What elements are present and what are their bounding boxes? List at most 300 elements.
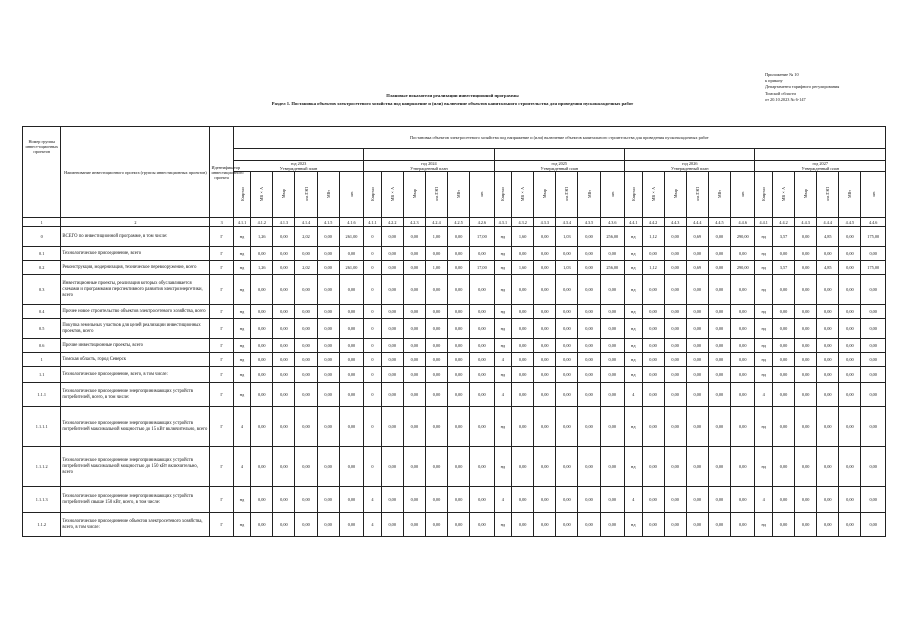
- row-value: 0,00: [425, 305, 447, 319]
- row-value: 0,00: [403, 487, 425, 513]
- row-value: 0,00: [664, 487, 686, 513]
- row-value: 0,00: [817, 305, 839, 319]
- row-value: 0,00: [861, 513, 886, 537]
- row-name: Томская область, город Северск: [61, 353, 210, 367]
- unit-label: км ЛЭП: [694, 187, 700, 201]
- row-value: 0,00: [772, 353, 794, 367]
- row-value: 261,00: [339, 227, 363, 247]
- header-group-number: Номер группы инвест-иционных проектов: [23, 127, 61, 218]
- row-value: 2,02: [295, 227, 317, 247]
- unit-header: [273, 172, 295, 218]
- table-row: [23, 275, 886, 305]
- row-value: 1,03: [556, 261, 578, 275]
- row-value: нд: [625, 447, 642, 487]
- year-block-spacer: [755, 149, 886, 161]
- row-value: 0,00: [448, 275, 470, 305]
- row-value: 0,00: [425, 275, 447, 305]
- row-value: 0,00: [381, 305, 403, 319]
- row-value: 0,00: [251, 305, 273, 319]
- column-number: 1: [23, 218, 61, 227]
- row-value: 0,00: [708, 353, 730, 367]
- row-name: Инвестиционные проекты, реализация которых обуславливается схемами и программами перспективного развития электроэнергетики, всего: [61, 275, 210, 305]
- unit-header: [755, 172, 772, 218]
- row-value: 0,00: [772, 487, 794, 513]
- row-value: 0,00: [664, 305, 686, 319]
- row-value: 0,00: [295, 407, 317, 447]
- row-number: 0.2: [23, 261, 61, 275]
- table-row: [23, 513, 886, 537]
- row-value: 0,00: [381, 513, 403, 537]
- row-value: 0,00: [251, 513, 273, 537]
- row-value: 0,00: [295, 447, 317, 487]
- row-value: 1,12: [642, 227, 664, 247]
- stamp-line: Приложение № 10: [765, 72, 799, 77]
- row-value: нд: [494, 247, 511, 261]
- row-value: 0,00: [425, 319, 447, 339]
- row-value: 0,00: [317, 247, 339, 261]
- row-value: 0,00: [534, 513, 556, 537]
- row-id: Г: [210, 487, 233, 513]
- row-value: 0,00: [317, 305, 339, 319]
- column-number: 4.1.5: [317, 218, 339, 227]
- column-number: 4.3.2: [512, 218, 534, 227]
- row-value: 0,00: [556, 305, 578, 319]
- column-number: 4.2.2: [381, 218, 403, 227]
- row-value: 0,00: [273, 261, 295, 275]
- row-value: 0,00: [339, 513, 363, 537]
- unit-header: [578, 172, 600, 218]
- row-value: 0,00: [664, 367, 686, 383]
- row-value: 0,00: [600, 319, 624, 339]
- row-value: нд: [233, 227, 250, 247]
- row-value: 0,00: [817, 319, 839, 339]
- row-value: 0,00: [578, 339, 600, 353]
- row-value: 0,00: [403, 319, 425, 339]
- row-value: 0,00: [448, 367, 470, 383]
- column-number: 4.1.1: [233, 218, 250, 227]
- row-value: 0,00: [512, 513, 534, 537]
- row-value: 1,12: [642, 261, 664, 275]
- row-value: 0,00: [425, 247, 447, 261]
- row-value: нд: [625, 275, 642, 305]
- row-value: 0,00: [403, 305, 425, 319]
- row-value: нд: [755, 247, 772, 261]
- row-value: 0,00: [686, 487, 708, 513]
- row-id: Г: [210, 447, 233, 487]
- row-value: 0,00: [295, 247, 317, 261]
- row-value: 0,00: [470, 247, 494, 261]
- row-value: 0,00: [578, 247, 600, 261]
- row-value: 0,00: [534, 407, 556, 447]
- year-header: [755, 161, 886, 172]
- row-number: 0.1: [23, 247, 61, 261]
- row-value: 0,00: [251, 275, 273, 305]
- row-value: нд: [233, 339, 250, 353]
- row-value: 0,00: [556, 367, 578, 383]
- row-value: 0,00: [317, 447, 339, 487]
- row-value: 0,00: [708, 447, 730, 487]
- row-value: 0,00: [512, 353, 534, 367]
- row-value: 0,00: [403, 247, 425, 261]
- row-number: 1.1.1.2: [23, 447, 61, 487]
- row-value: 0,00: [772, 447, 794, 487]
- row-value: 0,00: [795, 247, 817, 261]
- unit-header: [708, 172, 730, 218]
- row-value: 17,00: [470, 261, 494, 275]
- row-value: нд: [625, 367, 642, 383]
- unit-label: Квартал: [761, 187, 767, 201]
- row-value: 0,00: [273, 447, 295, 487]
- row-value: 0: [364, 227, 381, 247]
- row-value: 4: [233, 407, 250, 447]
- row-value: 4: [625, 487, 642, 513]
- row-value: нд: [625, 339, 642, 353]
- row-value: 0,00: [273, 305, 295, 319]
- row-value: 0,00: [295, 339, 317, 353]
- unit-label: шт.: [479, 191, 485, 197]
- row-value: 0,00: [295, 275, 317, 305]
- row-value: 0,00: [817, 353, 839, 367]
- row-value: 4,85: [817, 227, 839, 247]
- row-value: нд: [625, 513, 642, 537]
- row-value: 0,00: [578, 407, 600, 447]
- row-value: 0,00: [731, 407, 755, 447]
- row-value: 0,00: [425, 339, 447, 353]
- unit-header: [339, 172, 363, 218]
- row-value: 0,00: [839, 367, 861, 383]
- unit-header: [403, 172, 425, 218]
- row-value: нд: [755, 447, 772, 487]
- row-value: нд: [755, 305, 772, 319]
- row-value: нд: [233, 247, 250, 261]
- row-value: 0,00: [600, 247, 624, 261]
- row-value: 0,00: [556, 319, 578, 339]
- row-value: 0,00: [273, 367, 295, 383]
- approval-stamp: [765, 72, 895, 103]
- unit-label: Мвар: [672, 189, 678, 199]
- row-value: 0,00: [664, 447, 686, 487]
- column-number: 4.4.3: [795, 218, 817, 227]
- row-value: 0,00: [600, 367, 624, 383]
- row-value: 0,00: [578, 447, 600, 487]
- row-value: 0,00: [839, 383, 861, 407]
- row-value: 17,00: [470, 227, 494, 247]
- table-row: [23, 407, 886, 447]
- row-value: 0,00: [600, 353, 624, 367]
- row-value: 0,00: [534, 353, 556, 367]
- row-value: 0,00: [317, 487, 339, 513]
- row-value: 0,00: [512, 487, 534, 513]
- row-value: 0,00: [578, 513, 600, 537]
- row-value: 0,00: [339, 275, 363, 305]
- row-value: 0,00: [686, 513, 708, 537]
- row-value: 0,00: [470, 305, 494, 319]
- row-value: 256,00: [600, 227, 624, 247]
- row-value: 0,00: [839, 487, 861, 513]
- unit-label: Квартал: [369, 187, 375, 201]
- row-value: 0,00: [642, 367, 664, 383]
- row-value: 0,00: [600, 407, 624, 447]
- row-value: 0,00: [317, 227, 339, 247]
- row-value: 0,00: [403, 383, 425, 407]
- row-value: 0,00: [251, 247, 273, 261]
- unit-header: [364, 172, 381, 218]
- row-number: 1.1.2: [23, 513, 61, 537]
- row-value: 0,00: [381, 383, 403, 407]
- column-number: 4.2.5: [448, 218, 470, 227]
- row-number: 1: [23, 353, 61, 367]
- row-value: 0,00: [295, 487, 317, 513]
- row-value: 0,00: [512, 447, 534, 487]
- stamp-line: от 20.10.2023 № 6-147: [765, 96, 806, 102]
- row-value: 0,00: [578, 319, 600, 339]
- year-label: год 2025: [551, 161, 568, 166]
- row-value: 0,00: [708, 407, 730, 447]
- row-value: 0,00: [425, 447, 447, 487]
- row-value: 0,00: [600, 275, 624, 305]
- row-value: нд: [494, 367, 511, 383]
- row-id: Г: [210, 275, 233, 305]
- unit-label: Мвар: [803, 189, 809, 199]
- row-value: нд: [625, 319, 642, 339]
- column-number: 4.4.6: [731, 218, 755, 227]
- row-value: 0,00: [817, 513, 839, 537]
- row-value: 0,00: [448, 383, 470, 407]
- row-value: 0,00: [731, 367, 755, 383]
- row-value: 0,00: [839, 319, 861, 339]
- row-value: 0,00: [339, 319, 363, 339]
- row-value: 4: [364, 487, 381, 513]
- row-value: 0,00: [556, 383, 578, 407]
- row-value: 0: [364, 407, 381, 447]
- row-value: 175,00: [861, 227, 886, 247]
- row-value: 0,00: [251, 319, 273, 339]
- column-number: 4.2.6: [470, 218, 494, 227]
- unit-header: [861, 172, 886, 218]
- row-value: 0,00: [403, 339, 425, 353]
- table-row: [23, 319, 886, 339]
- row-value: 0,00: [642, 383, 664, 407]
- row-value: 4: [494, 383, 511, 407]
- row-value: 0,00: [708, 305, 730, 319]
- row-value: 0,00: [403, 447, 425, 487]
- row-value: нд: [494, 275, 511, 305]
- row-value: 0,00: [817, 339, 839, 353]
- row-value: 0,00: [317, 353, 339, 367]
- row-value: 0,00: [512, 275, 534, 305]
- unit-header: [251, 172, 273, 218]
- row-value: нд: [233, 513, 250, 537]
- row-value: нд: [625, 227, 642, 247]
- column-number: 4.1.1: [364, 218, 381, 227]
- column-number: 4.1.4: [295, 218, 317, 227]
- row-value: 0,00: [273, 339, 295, 353]
- row-value: 0,00: [403, 407, 425, 447]
- unit-label: Мвар: [542, 189, 548, 199]
- row-value: 0,00: [861, 353, 886, 367]
- row-value: 0,00: [861, 339, 886, 353]
- row-value: 0,00: [381, 447, 403, 487]
- row-id: Г: [210, 319, 233, 339]
- row-value: 0,00: [534, 319, 556, 339]
- row-value: 0,00: [556, 407, 578, 447]
- row-value: 0,00: [578, 487, 600, 513]
- row-value: 0,69: [686, 227, 708, 247]
- row-value: 0,00: [795, 319, 817, 339]
- unit-header: [556, 172, 578, 218]
- row-value: 0,00: [251, 487, 273, 513]
- row-value: 0,00: [600, 487, 624, 513]
- row-value: 0,00: [448, 407, 470, 447]
- row-name: Технологическое присоединение энергопринимающих устройств потребителей, всего, в том числе:: [61, 383, 210, 407]
- unit-label: МВт: [847, 190, 853, 198]
- unit-header: [534, 172, 556, 218]
- row-value: 0,00: [578, 227, 600, 247]
- row-value: 0,00: [317, 383, 339, 407]
- row-value: 0,00: [772, 319, 794, 339]
- row-value: нд: [233, 305, 250, 319]
- row-value: нд: [494, 305, 511, 319]
- row-value: 0,00: [534, 275, 556, 305]
- unit-label: Мвар: [281, 189, 287, 199]
- row-value: нд: [755, 367, 772, 383]
- row-value: 0,00: [339, 487, 363, 513]
- row-value: 0: [364, 367, 381, 383]
- row-value: 0,00: [664, 339, 686, 353]
- row-value: 0,00: [839, 275, 861, 305]
- year-block-spacer: [625, 149, 755, 161]
- row-value: 0,00: [578, 367, 600, 383]
- row-value: 0,00: [556, 447, 578, 487]
- row-value: 0,00: [425, 367, 447, 383]
- row-value: 0,00: [817, 383, 839, 407]
- year-label: год 2024: [421, 161, 437, 166]
- row-value: 0,00: [731, 383, 755, 407]
- row-value: 0,00: [708, 319, 730, 339]
- row-value: 0,00: [664, 227, 686, 247]
- unit-header: [686, 172, 708, 218]
- row-value: 0,00: [795, 261, 817, 275]
- row-value: 3,57: [772, 227, 794, 247]
- unit-label: шт.: [870, 191, 876, 197]
- row-value: 0,00: [731, 339, 755, 353]
- row-value: 0,00: [448, 227, 470, 247]
- row-value: 0,00: [381, 407, 403, 447]
- row-value: 0,00: [839, 513, 861, 537]
- row-value: 4: [364, 513, 381, 537]
- year-label: год 2026: [681, 161, 698, 166]
- row-value: 0,00: [686, 353, 708, 367]
- row-value: 4: [494, 353, 511, 367]
- unit-header: [317, 172, 339, 218]
- row-value: нд: [233, 319, 250, 339]
- row-value: 0,00: [317, 319, 339, 339]
- year-header: [364, 161, 494, 172]
- row-value: 0,00: [795, 513, 817, 537]
- row-value: 1,60: [512, 261, 534, 275]
- row-value: 0,00: [273, 513, 295, 537]
- row-value: 0,00: [534, 339, 556, 353]
- unit-header: [642, 172, 664, 218]
- row-value: 0,00: [839, 261, 861, 275]
- year-sub-label: Утвержденный план: [801, 166, 839, 171]
- unit-header: [381, 172, 403, 218]
- year-block-spacer: [233, 149, 363, 161]
- unit-label: МВ×А: [650, 186, 656, 202]
- year-header: [233, 161, 363, 172]
- row-value: 0,00: [403, 227, 425, 247]
- row-value: 0,00: [534, 447, 556, 487]
- row-value: 0,00: [642, 447, 664, 487]
- row-value: 0,00: [686, 275, 708, 305]
- row-value: 0,00: [817, 275, 839, 305]
- row-number: 1.1: [23, 367, 61, 383]
- row-value: 0,00: [512, 247, 534, 261]
- row-value: 0,00: [339, 247, 363, 261]
- row-value: 0,00: [273, 275, 295, 305]
- row-value: 0,00: [273, 487, 295, 513]
- row-value: 0,00: [448, 487, 470, 513]
- table-row: [23, 305, 886, 319]
- row-name: Технологическое присоединение, всего: [61, 247, 210, 261]
- row-value: 0,00: [556, 339, 578, 353]
- table-row: [23, 447, 886, 487]
- row-value: нд: [494, 319, 511, 339]
- unit-header: [448, 172, 470, 218]
- row-value: 0: [364, 319, 381, 339]
- row-value: 0,00: [556, 247, 578, 261]
- row-value: 0,00: [772, 339, 794, 353]
- row-value: 4: [755, 487, 772, 513]
- header-project-name: Наименование инвестиционного проекта (группы инвестиционных проектов): [61, 127, 210, 218]
- table-row: [23, 353, 886, 367]
- row-value: нд: [233, 383, 250, 407]
- header-project-id: Идентификатор инвестиционного проекта: [210, 127, 233, 218]
- row-value: 0,00: [251, 383, 273, 407]
- row-value: нд: [494, 407, 511, 447]
- unit-header: [470, 172, 494, 218]
- row-value: 0,00: [664, 261, 686, 275]
- row-name: Прочее новое строительство объектов электросетевого хозяйства, всего: [61, 305, 210, 319]
- row-value: 0,00: [381, 339, 403, 353]
- row-value: 0,00: [317, 513, 339, 537]
- row-value: 0: [364, 339, 381, 353]
- row-value: 0: [364, 275, 381, 305]
- row-name: ВСЕГО по инвестиционной программе, в том числе:: [61, 227, 210, 247]
- row-value: 0,00: [381, 275, 403, 305]
- row-value: 0,00: [339, 407, 363, 447]
- row-id: Г: [210, 339, 233, 353]
- table-row: [23, 339, 886, 353]
- row-id: Г: [210, 261, 233, 275]
- row-name: Технологическое присоединение, всего, в том числе:: [61, 367, 210, 383]
- row-value: 0: [364, 353, 381, 367]
- row-name: Технологическое присоединение энергопринимающих устройств потребителей свыше 150 кВт, всего, в том числе:: [61, 487, 210, 513]
- row-value: 0,00: [339, 305, 363, 319]
- row-value: 0,00: [686, 407, 708, 447]
- unit-label: Квартал: [239, 187, 245, 201]
- row-value: 0,00: [556, 487, 578, 513]
- row-value: 0: [364, 447, 381, 487]
- row-value: нд: [755, 407, 772, 447]
- row-value: нд: [233, 487, 250, 513]
- row-value: 0,00: [664, 383, 686, 407]
- row-value: 0,00: [772, 247, 794, 261]
- row-value: 4: [755, 383, 772, 407]
- column-number: 4.1.6: [339, 218, 363, 227]
- row-value: 0,00: [664, 513, 686, 537]
- row-value: нд: [233, 367, 250, 383]
